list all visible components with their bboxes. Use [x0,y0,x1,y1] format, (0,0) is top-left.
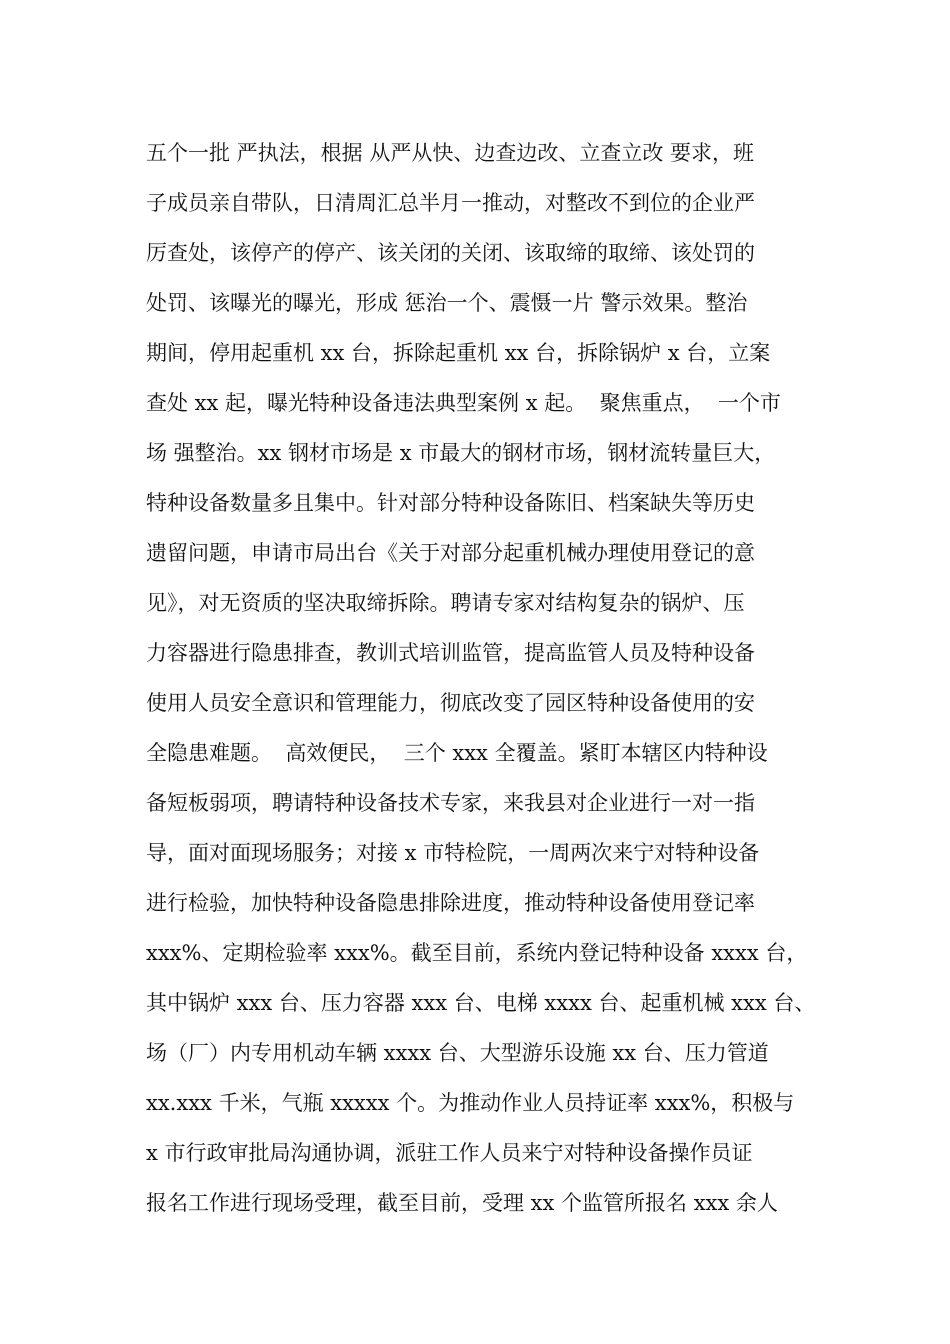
text-line: 导，面对面现场服务；对接 x 市特检院，一周两次来宁对特种设备 [146,841,760,865]
text-line: xxx%、定期检验率 xxx%。截至目前，系统内登记特种设备 xxxx 台， [146,941,808,965]
text-line: 使用人员安全意识和管理能力，彻底改变了园区特种设备使用的安 [146,691,755,715]
text-line: 备短板弱项，聘请特种设备技术专家，来我县对企业进行一对一指 [146,791,755,815]
text-line: 查处 xx 起，曝光特种设备违法典型案例 x 起。 聚焦重点， 一个市 [146,391,781,415]
text-line: 处罚、该曝光的曝光，形成 惩治一个、震慑一片 警示效果。整治 [146,291,748,315]
body-text [146,128,846,1228]
text-line: 报名工作进行现场受理，截至目前，受理 xx 个监管所报名 xxx 余人 [146,1191,778,1215]
text-line: 遗留问题，申请市局出台《关于对部分起重机械办理使用登记的意 [146,541,755,565]
text-line: xx.xxx 千米，气瓶 xxxxx 个。为推动作业人员持证率 xxx%，积极与 [146,1091,795,1115]
text-line: 五个一批 严执法，根据 从严从快、边查边改、立查立改 要求，班 [146,141,755,165]
text-line: 其中锅炉 xxx 台、压力容器 xxx 台、电梯 xxxx 台、起重机械 xxx 台、 [146,991,816,1015]
text-line: 场（厂）内专用机动车辆 xxxx 台、大型游乐设施 xx 台、压力管道 [146,1041,769,1065]
text-line: 力容器进行隐患排查，教训式培训监管，提高监管人员及特种设备 [146,641,755,665]
text-line: 场 强整治。xx 钢材市场是 x 市最大的钢材市场，钢材流转量巨大， [146,441,776,465]
text-line: 特种设备数量多且集中。针对部分特种设备陈旧、档案缺失等历史 [146,491,755,515]
text-line: 期间，停用起重机 xx 台，拆除起重机 xx 台，拆除锅炉 x 台，立案 [146,341,771,365]
text-line: 全隐患难题。 高效便民， 三个 xxx 全覆盖。紧盯本辖区内特种设 [146,741,768,765]
text-line: x 市行政审批局沟通协调，派驻工作人员来宁对特种设备操作员证 [146,1141,753,1165]
text-line: 见》，对无资质的坚决取缔拆除。聘请专家对结构复杂的锅炉、压 [146,591,745,615]
text-line: 子成员亲自带队，日清周汇总半月一推动，对整改不到位的企业严 [146,191,755,215]
text-line: 厉查处，该停产的停产、该关闭的关闭、该取缔的取缔、该处罚的 [146,241,755,265]
text-line: 进行检验，加快特种设备隐患排除进度，推动特种设备使用登记率 [146,891,755,915]
